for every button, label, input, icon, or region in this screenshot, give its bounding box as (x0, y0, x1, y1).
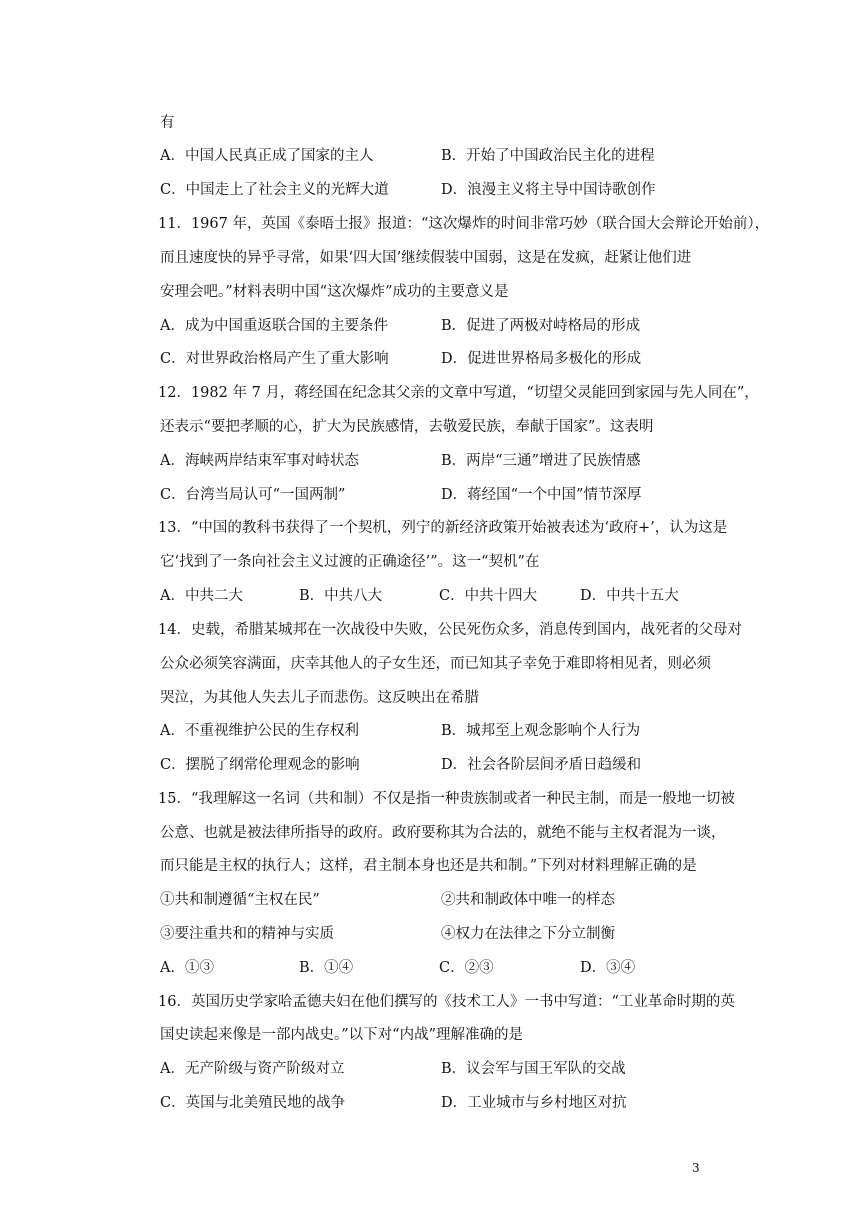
q12-stem-line-2: 还表示“要把孝顺的心，扩大为民族感情，去敬爱民族，奉献于国家”。这表明 (160, 419, 654, 435)
q15-stem-line-2: 公意、也就是被法律所指导的政府。政府要称其为合法的，就绝不能与主权者混为一谈， (160, 825, 726, 841)
page-number: 3 (692, 1161, 700, 1175)
q11-option-c: C．对世界政治格局产生了重大影响 (160, 351, 389, 367)
q14-stem-line-3: 哭泣，为其他人失去儿子而悲伤。这反映出在希腊 (160, 690, 479, 706)
q13-option-a: A．中共二大 (160, 588, 243, 604)
q14-stem-line-2: 公众必须笑容满面，庆幸其他人的子女生还，而已知其子幸免于难即将相见者，则必须 (160, 656, 711, 672)
q16-stem-line-1: 16．英国历史学家哈孟德夫妇在他们撰写的《技术工人》一书中写道：“工业革命时期的英 (158, 994, 735, 1010)
q15-statement-1: ①共和制遵循“主权在民” (160, 892, 320, 908)
q10-option-c: C．中国走上了社会主义的光辉大道 (160, 182, 389, 198)
q15-statement-3: ③要注重共和的精神与实质 (160, 926, 334, 942)
q12-option-a: A．海峡两岸结束军事对峙状态 (160, 453, 359, 469)
q14-option-d: D．社会各阶层间矛盾日趋缓和 (441, 757, 642, 773)
q13-option-c: C．中共十四大 (439, 588, 538, 604)
q14-option-b: B．城邦至上观念影响个人行为 (441, 723, 641, 739)
q11-option-b: B．促进了两极对峙格局的形成 (441, 318, 641, 334)
q15-stem-line-1: 15．“我理解这一名词（共和制）不仅是指一种贵族制或者一种民主制，而是一般地一切被 (158, 791, 735, 807)
q16-stem-line-2: 国史读起来像是一部内战史。”以下对“内战”理解准确的是 (160, 1027, 523, 1043)
q14-stem-line-1: 14．史载，希腊某城邦在一次战役中失败，公民死伤众多，消息传到国内，战死者的父母对 (158, 622, 742, 638)
q14-option-a: A．不重视维护公民的生存权利 (160, 723, 359, 739)
q15-statement-2: ②共和制政体中唯一的样态 (441, 892, 615, 908)
q13-stem-line-1: 13．“中国的教科书获得了一个契机，列宁的新经济政策开始被表述为‘政府+’，认为这是 (158, 520, 728, 536)
q11-stem-line-3: 安理会吧。”材料表明中国“这次爆炸”成功的主要意义是 (160, 284, 509, 300)
q11-option-d: D．促进世界格局多极化的形成 (441, 351, 642, 367)
q11-option-a: A．成为中国重返联合国的主要条件 (160, 318, 388, 334)
q14-option-c: C．摆脱了纲常伦理观念的影响 (160, 757, 360, 773)
q15-option-b: B．①④ (299, 960, 354, 976)
q15-stem-line-3: 而只能是主权的执行人；这样，君主制本身也还是共和制。”下列对材料理解正确的是 (160, 858, 697, 874)
q10-option-a: A．中国人民真正成了国家的主人 (160, 148, 374, 164)
q12-stem-line-1: 12．1982 年 7 月，蒋经国在纪念其父亲的文章中写道，“切望父灵能回到家园与先人同在”， (158, 385, 759, 401)
q10-option-d: D．浪漫主义将主导中国诗歌创作 (441, 182, 656, 198)
q12-option-b: B．两岸“三通”增进了民族情感 (441, 453, 641, 469)
q13-option-d: D．中共十五大 (580, 588, 679, 604)
q10-stem-tail: 有 (160, 115, 175, 131)
q12-option-d: D．蒋经国“一个中国”情节深厚 (441, 487, 642, 503)
q11-stem-line-1: 11．1967 年，英国《泰晤士报》报道：“这次爆炸的时间非常巧妙（联合国大会辩论开始前）， (158, 216, 770, 232)
q16-option-d: D．工业城市与乡村地区对抗 (441, 1095, 627, 1111)
q10-option-b: B．开始了中国政治民主化的进程 (441, 148, 655, 164)
q16-option-a: A．无产阶级与资产阶级对立 (160, 1061, 345, 1077)
q13-stem-line-2: 它‘找到了一条向社会主义过渡的正确途径’”。这一“契机”在 (160, 554, 540, 570)
q15-option-c: C．②③ (439, 960, 494, 976)
q15-option-d: D．③④ (580, 960, 636, 976)
q12-option-c: C．台湾当局认可“一国两制” (160, 487, 346, 503)
q16-option-b: B．议会军与国王军队的交战 (441, 1061, 626, 1077)
q15-option-a: A．①③ (160, 960, 214, 976)
q15-statement-4: ④权力在法律之下分立制衡 (441, 926, 615, 942)
q11-stem-line-2: 而且速度快的异乎寻常，如果‘四大国’继续假装中国弱，这是在发疯，赶紧让他们进 (160, 250, 692, 266)
q16-option-c: C．英国与北美殖民地的战争 (160, 1095, 346, 1111)
q13-option-b: B．中共八大 (299, 588, 383, 604)
